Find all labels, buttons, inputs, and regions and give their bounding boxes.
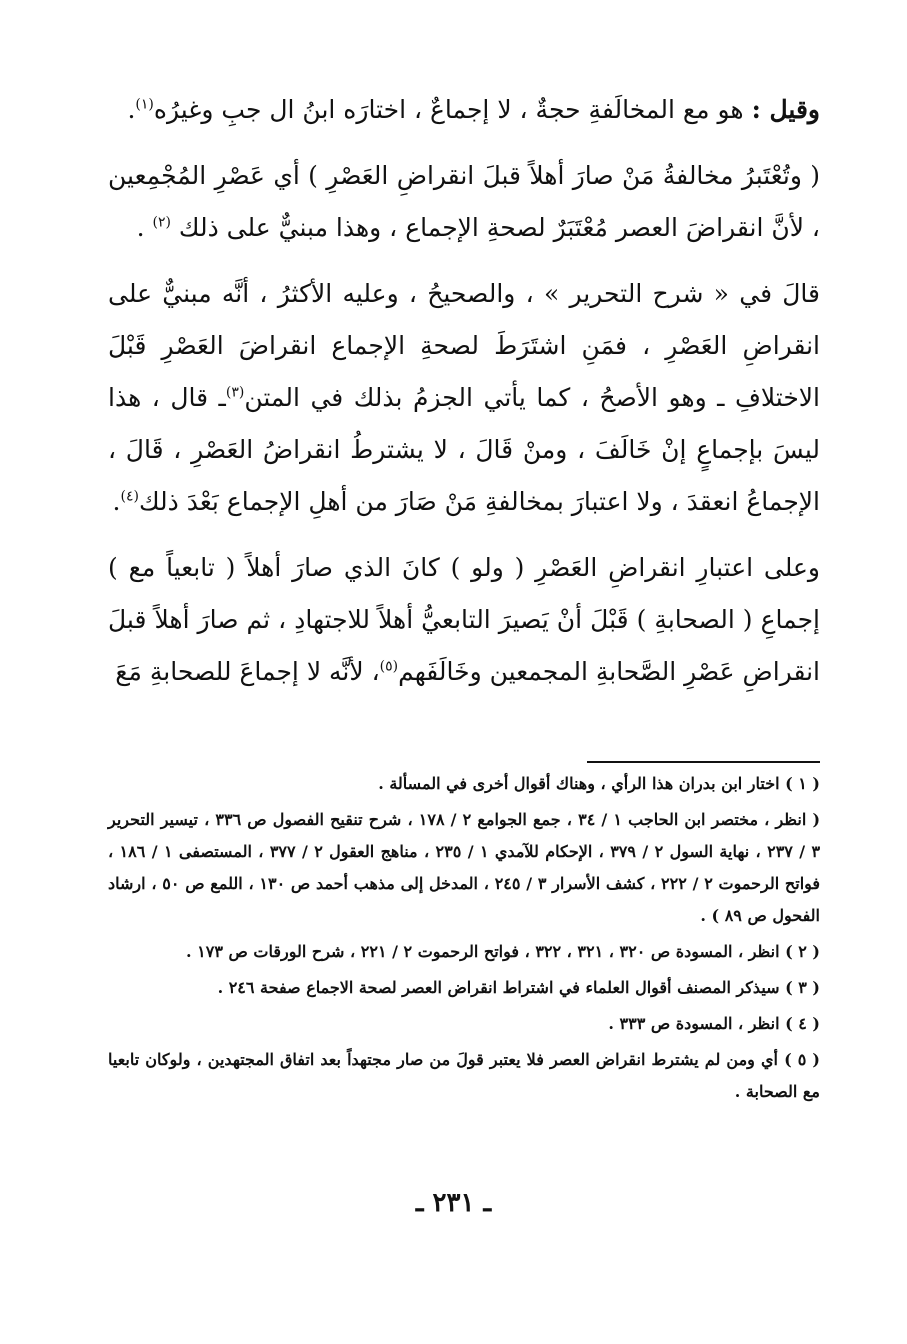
footnote-ref-3: (٣): [225, 384, 245, 401]
paragraph-1: [108, 84, 820, 136]
paragraph-text: وعلى اعتبارِ انقراضِ العَصْرِ ( ولو ) كانَ الذي صارَ أهلاً ( تابعياً مع ) إجماعِ ( الصحابةِ ) قَبْلَ أنْ يَصيرَ التابعيُّ أهلاً للاجتهادِ ، ثم صارَ أهلاً قبلَ انقراضِ عَصْرِ الصَّحابةِ المجمعين وخَالَفَهم: [108, 553, 820, 686]
page-number: ـ ٢٣١ ـ: [415, 1188, 492, 1218]
paragraph-3: [108, 268, 820, 528]
footnote-ref-2: (٢): [152, 214, 171, 231]
paragraph-text: ـ قال ، هذا ليسَ بإجماعٍ إنْ خَالَفَ ، ومنْ قَالَ ، لا يشترطُ انقراضُ العَصْرِ ، قَالَ ، الإجماعُ انعقدَ ، ولا اعتبارَ بمخالفةِ مَنْ صَارَ من أهلِ الإجماع بَعْدَ ذلك: [108, 383, 820, 516]
footnote-1: ( ١ ) اختار ابن بدران هذا الرأي ، وهناك أقوال أخرى في المسألة .: [378, 774, 820, 793]
footnote-2: ( ٢ ) انظر ، المسودة ص ٣٢٠ ، ٣٢١ ، ٣٢٢ ، فواتح الرحموت ٢ / ٢٢١ ، شرح الورقات ص ١٧٣ .: [186, 942, 820, 961]
footnote-ref-4: (٤): [120, 488, 139, 505]
footnote-4: ( ٤ ) انظر ، المسودة ص ٣٣٣ .: [608, 1014, 820, 1033]
footnote-divider: [587, 761, 820, 763]
footnote-ref-5: (٥): [379, 658, 399, 675]
footnote-5: ( ٥ ) أي ومن لم يشترط انقراض العصر فلا يعتبر قولَ من صار مجتهداً بعد اتفاق المجتهدين ، ولوكان تابعيا مع الصحابة .: [108, 1050, 820, 1101]
paragraph-text: هو مع المخالَفةِ حجةٌ ، لا إجماعٌ ، اختارَه ابنُ ال جبِ وغيرُه: [153, 95, 744, 124]
paragraph-4: [108, 542, 820, 698]
paragraph-2: [108, 150, 820, 254]
main-text: [108, 84, 820, 698]
footnote-ref-1: (١): [135, 96, 154, 113]
paragraph-text: ( وتُعْتَبرُ مخالفةُ مَنْ صارَ أهلاً قبلَ انقراضِ العَصْرِ ) أي عَصْرِ المُجْمِعين ، لأنَّ انقراضَ العصر مُعْتَبَرٌ لصحةِ الإجماع ، وهذا مبنيٌّ على ذلك: [108, 161, 820, 242]
footnotes: [108, 768, 820, 1112]
paragraph-text: ، لأنَّه لا إجماعَ للصحابةِ مَعَ: [115, 657, 380, 686]
footnote-1-sources: ( انظر ، مختصر ابن الحاجب ١ / ٣٤ ، جمع الجوامع ٢ / ١٧٨ ، شرح تنقيح الفصول ص ٣٣٦ ، تيسير التحرير ٣ / ٢٣٧ ، نهاية السول ٢ / ٣٧٩ ، الإحكام للآمدي ١ / ٢٣٥ ، مناهج العقول ٢ / ٣٧٧ ، المستصفى ١ / ١٨٦ ، فواتح الرحموت ٢ / ٢٢٢ ، كشف الأسرار ٣ / ٢٤٥ ، المدخل إلى مذهب أحمد ص ١٣٠ ، اللمع ص ٥٠ ، ارشاد الفحول ص ٨٩ ) .: [108, 810, 821, 925]
paragraph-end: .: [127, 95, 136, 124]
paragraph-lead: وقيل :: [751, 95, 820, 124]
paragraph-text: قالَ في « شرح التحرير » ، والصحيحُ ، وعليه الأكثرُ ، أنَّه مبنيٌّ على انقراضِ العَصْرِ ، فمَنِ اشتَرَطَ لصحةِ الإجماع انقراضَ العَصْرِ قَبْلَ الاختلافِ ـ وهو الأصحُ ، كما يأتي الجزمُ بذلك في المتن: [108, 279, 820, 412]
paragraph-end: .: [112, 487, 121, 516]
footnote-3: ( ٣ ) سيذكر المصنف أقوال العلماء في اشتراط انقراض العصر لصحة الاجماع صفحة ٢٤٦ .: [217, 978, 820, 997]
paragraph-end: .: [136, 213, 145, 242]
